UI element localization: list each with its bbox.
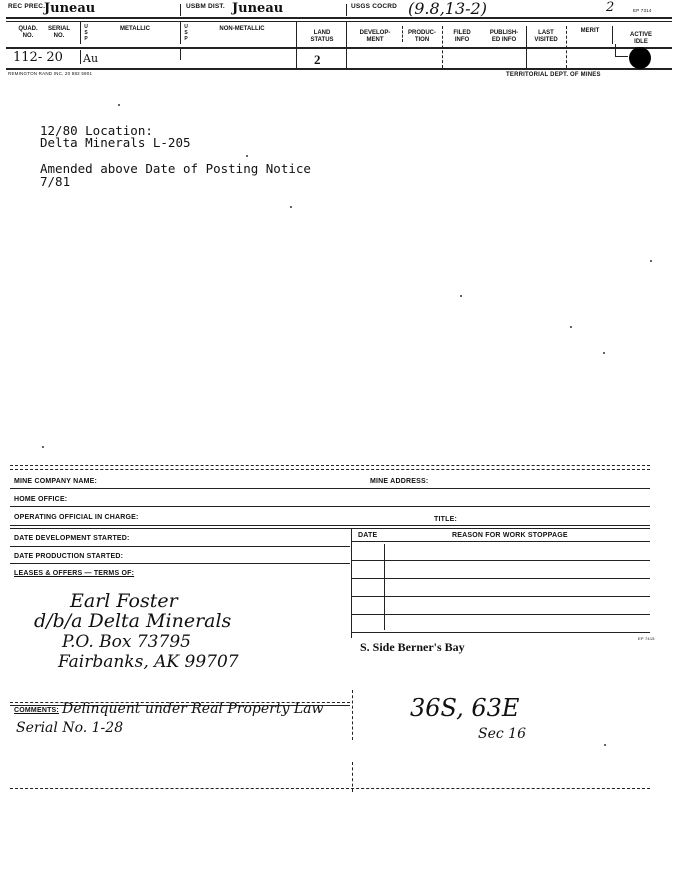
- col-quad: QUAD. NO.: [18, 26, 38, 39]
- date-development-label: DATE DEVELOPMENT STARTED:: [14, 535, 130, 542]
- comments-label: COMMENTS:: [14, 707, 59, 714]
- rec-prec-value: Juneau: [44, 1, 96, 16]
- usgs-coord-value: (9.8,13-2): [408, 0, 487, 18]
- date-production-label: DATE PRODUCTION STARTED:: [14, 553, 124, 560]
- section-number: Sec 16: [478, 726, 526, 742]
- mine-company-name-label: MINE COMPANY NAME:: [14, 478, 98, 485]
- usbm-dist-value: Juneau: [232, 1, 284, 16]
- handwritten-name: Earl Foster: [70, 590, 178, 612]
- handwritten-company: d/b/a Delta Minerals: [34, 610, 232, 632]
- operating-official-label: OPERATING OFFICIAL IN CHARGE:: [14, 514, 139, 521]
- printer-line: REMINGTON RAND INC. 20 882 5901: [8, 71, 93, 76]
- handwritten-city: Fairbanks, AK 99707: [58, 652, 239, 672]
- date-column-header: DATE: [358, 532, 378, 539]
- corner-number: 2: [606, 0, 615, 15]
- usgs-coord-label: USGS COCRD: [351, 3, 398, 10]
- mine-address-label: MINE ADDRESS:: [370, 478, 429, 485]
- form-code: EP 7314: [633, 8, 652, 13]
- rec-prec-label: REC PREC.: [8, 3, 46, 10]
- form-code-2: EP 7415: [638, 636, 655, 641]
- comments-text: Delinquent under Real Property Law: [62, 701, 324, 717]
- note-claim: Delta Minerals L-205: [40, 135, 191, 150]
- title-label: TITLE:: [434, 516, 457, 523]
- merit-check-mark: [615, 44, 628, 57]
- reason-column-header: REASON FOR WORK STOPPAGE: [452, 532, 568, 539]
- col-published-info: PUBLISH- ED INFO: [489, 30, 519, 43]
- active-idle-dot: [629, 47, 651, 69]
- col-filed-info: FILED INFO: [453, 30, 471, 43]
- note-location: 12/80 Location:: [40, 123, 153, 138]
- leases-offers-label: LEASES & OFFERS — TERMS OF:: [14, 570, 135, 577]
- usbm-dist-label: USBM DIST.: [186, 3, 225, 10]
- handwritten-po-box: P.O. Box 73795: [62, 632, 191, 652]
- col-nonmetallic: NON-METALLIC: [219, 26, 265, 32]
- quad-serial-value: 112- 20: [13, 50, 63, 65]
- col-merit: MERIT: [580, 28, 600, 34]
- comments-serial: Serial No. 1-28: [16, 720, 124, 736]
- note-date: 7/81: [40, 174, 71, 189]
- township-range: 36S, 63E: [410, 694, 520, 722]
- home-office-label: HOME OFFICE:: [14, 496, 68, 503]
- metallic-value: Au: [83, 52, 99, 65]
- col-last-visited: LAST VISITED: [534, 30, 558, 43]
- location-typed: S. Side Berner's Bay: [360, 640, 465, 654]
- dept-name: TERRITORIAL DEPT. OF MINES: [506, 72, 601, 78]
- col-metallic: METALLIC: [120, 26, 150, 32]
- note-amended: Amended above Date of Posting Notice: [40, 161, 311, 176]
- col-active-idle: ACTIVE IDLE: [629, 32, 652, 45]
- col-production: PRODUC- TION: [408, 30, 436, 43]
- col-usp-nonmetallic: U S P: [184, 24, 188, 42]
- land-status-value: 2: [314, 52, 321, 67]
- col-land-status: LAND STATUS: [310, 30, 334, 43]
- col-usp-metallic: U S P: [84, 24, 88, 42]
- col-serial: SERIAL NO.: [47, 26, 70, 39]
- col-development: DEVELOP- MENT: [359, 30, 391, 43]
